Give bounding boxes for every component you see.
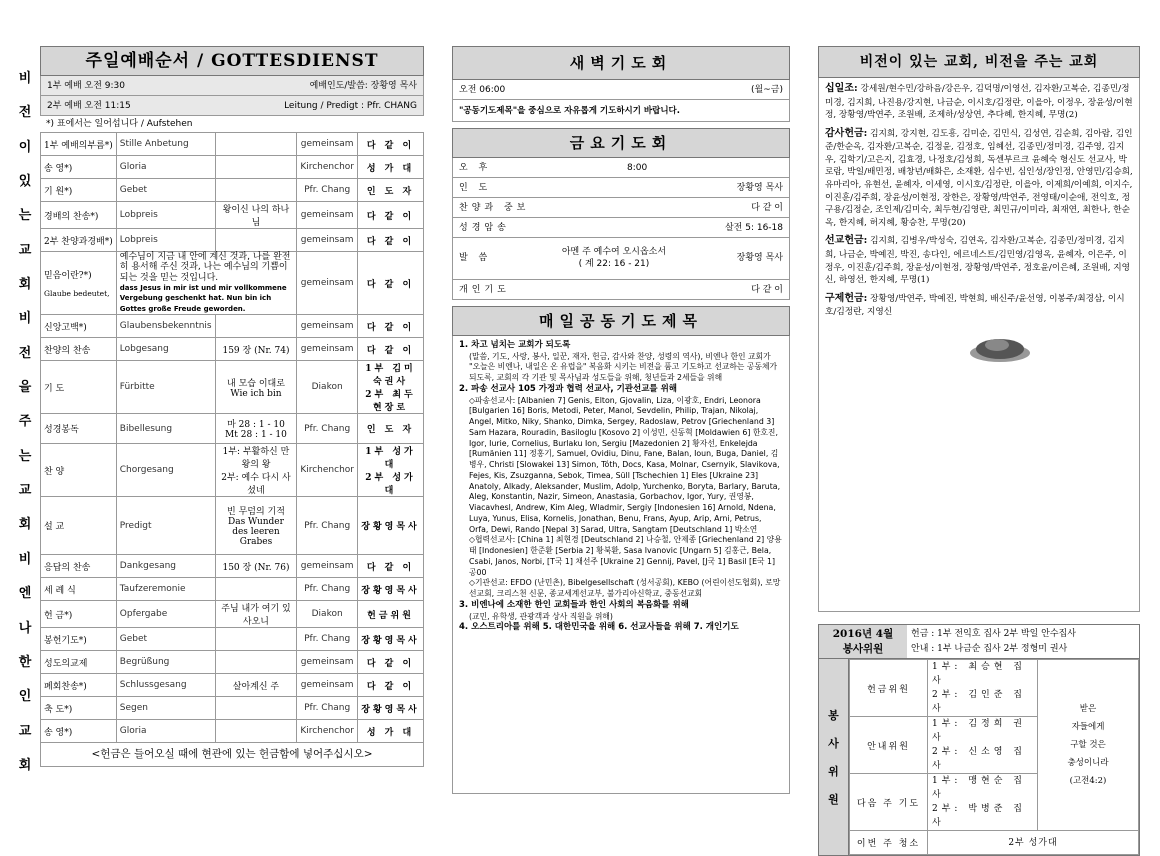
order-item-leader: 인 도 자 bbox=[358, 179, 424, 202]
order-item-ko: 폐회찬송*) bbox=[41, 674, 117, 697]
order-item-de: Lobpreis bbox=[116, 229, 215, 252]
time2-label: 2부 예배 오전 11:15 bbox=[47, 101, 131, 111]
order-item-role: Pfr. Chang bbox=[297, 497, 358, 555]
order-row bbox=[41, 578, 424, 601]
creed-text-ko: 예수님이 지금 내 안에 계신 것과, 나를 완전히 용서해 주신 것과, 나는 예수님의 기쁨이 되는 것을 믿는 것입니다. bbox=[119, 252, 291, 283]
banner-char: 을 bbox=[18, 380, 32, 396]
offering-group bbox=[825, 127, 1133, 230]
order-row bbox=[41, 651, 424, 674]
friday-prayer-rows bbox=[452, 158, 790, 300]
banner-char: 엔 bbox=[18, 586, 32, 602]
worship-order-title: 주일예배순서 / GOTTESDIENST bbox=[40, 46, 424, 76]
duty-row bbox=[850, 660, 1139, 717]
dawn-days: (월~금) bbox=[751, 85, 783, 95]
order-item-role: Pfr. Chang bbox=[297, 578, 358, 601]
friday-row-detail bbox=[510, 280, 751, 299]
order-item-leader: 헌금위원 bbox=[358, 601, 424, 628]
order-row bbox=[41, 720, 424, 743]
order-row bbox=[41, 156, 424, 179]
creed-label-de: Glaube bedeutet, bbox=[44, 289, 110, 299]
duty-label: 다음 주 기도 bbox=[850, 774, 928, 831]
prayer-item-heading: 2. 파송 선교사 105 가정과 협력 선교사, 기관선교를 위해 bbox=[459, 383, 678, 394]
order-item-ko: 응답의 찬송 bbox=[41, 555, 117, 578]
volunteer-duty-table bbox=[819, 659, 1139, 855]
order-item-de: Begrüßung bbox=[116, 651, 215, 674]
order-item-leader: 다 같 이 bbox=[358, 133, 424, 156]
order-item-detail: 살아계신 주 bbox=[215, 674, 297, 697]
time1-leader: 예배인도/발씀: 장황영 목사 bbox=[309, 81, 417, 91]
order-item-de: Chorgesang bbox=[116, 444, 215, 497]
creed-role: gemeinsam bbox=[297, 252, 358, 315]
volunteer-board-summary bbox=[907, 625, 1139, 658]
order-item-role: gemeinsam bbox=[297, 202, 358, 229]
offering-group-names: 김지희, 김병우/박성숙, 김연옥, 김자환/고복순, 김종민/정미경, 김지희, 나금순, 박예진, 박진, 송다인, 에르네스트/김민영/김영옥, 윤혜자, 이은주, 이정우, 이진훈/김주희, 장윤성/이현정, 장황영/박연주, 정호윤/이은혜, 조원배, 지영신, 하영선, 한지혜, 무명(1) bbox=[825, 236, 1131, 286]
order-item-role: Diakon bbox=[297, 361, 358, 414]
order-item-ko: 봉헌기도*) bbox=[41, 628, 117, 651]
prayer-item-heading: 3. 비엔나에 소재한 한인 교회들과 한인 사회의 복음화를 위해 bbox=[459, 599, 689, 610]
order-item-role: Kirchenchor bbox=[297, 156, 358, 179]
time1-label: 1부 예배 오전 9:30 bbox=[47, 81, 125, 91]
order-item-ko: 경배의 찬송*) bbox=[41, 202, 117, 229]
board-line2: 안내 : 1부 나금순 집사 2부 정형미 권사 bbox=[911, 644, 1068, 654]
order-row bbox=[41, 497, 424, 555]
service-time-1 bbox=[40, 76, 424, 96]
order-item-de: Gloria bbox=[116, 156, 215, 179]
friday-row-detail bbox=[529, 198, 751, 217]
friday-row bbox=[452, 178, 790, 198]
friday-row-leader: 장황영 목사 bbox=[736, 183, 783, 193]
order-item-de: Stille Anbetung bbox=[116, 133, 215, 156]
banner-char: 비 bbox=[18, 551, 32, 567]
order-item-detail bbox=[215, 315, 297, 338]
friday-row-detail: 8:00 bbox=[627, 163, 648, 173]
duty-names: 1부: 최승현 집사 2부: 김인준 집사 bbox=[928, 660, 1038, 717]
order-item-role: Diakon bbox=[297, 601, 358, 628]
order-item-role: gemeinsam bbox=[297, 674, 358, 697]
order-item-de: Predigt bbox=[116, 497, 215, 555]
order-item-de: Gebet bbox=[116, 179, 215, 202]
friday-row-detail: 아멘 주 예수여 오시옵소서 ( 계 22: 16 - 21) bbox=[561, 246, 667, 269]
order-item-ko: 2부 찬양과경배*) bbox=[41, 229, 117, 252]
creed-label-ko: 믿음이란?*) bbox=[44, 271, 92, 282]
order-item-leader: 장황영목사 bbox=[358, 578, 424, 601]
duty-label: 이번 주 청소 bbox=[850, 831, 928, 855]
banner-char: 는 bbox=[18, 208, 32, 224]
friday-row bbox=[452, 218, 790, 238]
offering-panel bbox=[818, 46, 1140, 856]
stand-note: *) 표에서는 일어섭니다 / Aufstehen bbox=[46, 119, 193, 129]
order-row bbox=[41, 697, 424, 720]
order-item-detail: 마 28 : 1 - 10 Mt 28 : 1 - 10 bbox=[215, 414, 297, 444]
banner-char: 는 bbox=[18, 448, 32, 464]
duty-names: 2부 성가대 bbox=[928, 831, 1139, 855]
offering-group-label: 선교헌금: bbox=[825, 235, 868, 247]
offering-group-names: 장황영/박연주, 박예진, 박현희, 배신주/윤선영, 이봉주/최경삼, 이시호/김정란, 지영신 bbox=[825, 293, 1125, 318]
offering-list bbox=[818, 78, 1140, 612]
dawn-prayer-note: "공동기도제목"을 중심으로 자유롭게 기도하시기 바랍니다. bbox=[452, 100, 790, 122]
order-item-role: gemeinsam bbox=[297, 651, 358, 674]
daily-prayer-list bbox=[452, 336, 790, 794]
order-item-role: Pfr. Chang bbox=[297, 179, 358, 202]
order-item-detail: 150 장 (Nr. 76) bbox=[215, 555, 297, 578]
dawn-prayer-time bbox=[452, 80, 790, 100]
banner-char: 비 bbox=[18, 311, 32, 327]
offering-group-names: 강세원/현수민/강하음/강은우, 김덕명/이영선, 김자환/고복순, 김종민/정미경, 김지희, 나진용/강지현, 나금순, 이시호/김정란, 이을아, 이정우, 장윤성/이현정, 장황영/박연주, 조원배, 조제하/성상연, 추다혜, 한지혜, 무명(2) bbox=[825, 84, 1133, 121]
banner-char: 회 bbox=[18, 277, 32, 293]
dawn-time: 오전 06:00 bbox=[459, 85, 506, 95]
creed-text bbox=[116, 252, 297, 315]
order-item-detail: 빈 무덤의 기적 Das Wunder des leeren Grabes bbox=[215, 497, 297, 555]
offering-group bbox=[825, 82, 1133, 122]
order-row bbox=[41, 179, 424, 202]
worship-order-panel bbox=[40, 46, 424, 767]
friday-row-label: 오 후 bbox=[459, 163, 492, 173]
banner-char: 회 bbox=[18, 517, 32, 533]
order-item-leader: 다 같 이 bbox=[358, 202, 424, 229]
order-item-detail: 주님 내가 여기 있사오니 bbox=[215, 601, 297, 628]
banner-char: 인 bbox=[18, 689, 32, 705]
order-row-prayer bbox=[41, 361, 424, 414]
order-item-ko: 찬양의 찬송 bbox=[41, 338, 117, 361]
prayer-item-heading: 1. 차고 넘치는 교회가 되도록 bbox=[459, 340, 571, 350]
order-row bbox=[41, 133, 424, 156]
time2-leader: Leitung / Predigt : Pfr. CHANG bbox=[284, 101, 417, 111]
duty-verse: 받은 자들에게 구할 것은 충성이니라 (고전4:2) bbox=[1038, 660, 1139, 831]
friday-row bbox=[452, 280, 790, 300]
duty-label: 안내위원 bbox=[850, 717, 928, 774]
friday-row-label: 찬양과 중보 bbox=[459, 203, 530, 213]
order-item-detail bbox=[215, 697, 297, 720]
order-item-leader: 장황영목사 bbox=[358, 497, 424, 555]
order-item-ko: 성도의교제 bbox=[41, 651, 117, 674]
order-row bbox=[41, 315, 424, 338]
order-row bbox=[41, 601, 424, 628]
order-item-role: gemeinsam bbox=[297, 338, 358, 361]
duty-side-label bbox=[819, 659, 849, 855]
offering-group-label: 구제헌금: bbox=[825, 292, 868, 304]
order-item-role: Kirchenchor bbox=[297, 720, 358, 743]
friday-row-label: 성경암송 bbox=[459, 223, 510, 233]
order-item-leader: 다 같 이 bbox=[358, 674, 424, 697]
order-item-ko: 세 례 식 bbox=[41, 578, 117, 601]
banner-char: 비 bbox=[18, 71, 32, 86]
order-row bbox=[41, 414, 424, 444]
order-item-de: Gloria bbox=[116, 720, 215, 743]
banner-char: 있 bbox=[18, 174, 32, 190]
order-item-ko: 송 영*) bbox=[41, 156, 117, 179]
order-item-de: Opfergabe bbox=[116, 601, 215, 628]
order-item-leader: 다 같 이 bbox=[358, 229, 424, 252]
order-item-ko: 기 도 bbox=[41, 361, 117, 414]
order-item-ko: 기 원*) bbox=[41, 179, 117, 202]
order-item-de: Segen bbox=[116, 697, 215, 720]
friday-row-leader: 살전 5: 16-18 bbox=[724, 223, 783, 233]
order-item-detail bbox=[215, 156, 297, 179]
creed-text-de: dass Jesus in mir ist und mir vollkommene Vergebung geschenkt hat. Nun bin ich Gottes große Freude geworden. bbox=[119, 284, 287, 313]
banner-char: 한 bbox=[18, 654, 32, 670]
order-row bbox=[41, 628, 424, 651]
banner-char: 주 bbox=[18, 414, 32, 430]
order-row bbox=[41, 674, 424, 697]
bread-illustration bbox=[965, 325, 1035, 365]
prayer-item-text: (말씀, 기도, 사랑, 봉사, 일꾼, 재자, 헌금, 감사와 찬양, 성령의 역사), 비엔나 한인 교회가 "오늘은 비엔나, 내일은 온 유럽을" 복음화 시키는 비전을 품고 기도하고 선교하는 공동체가 되도록, 교회의 각 기관 및 목사님과 성도들을 위해, 청년들과 2세들을 위해 bbox=[469, 351, 778, 383]
offering-group-label: 감사헌금: bbox=[825, 127, 868, 139]
order-item-ko: 1부 예배의부름*) bbox=[41, 133, 117, 156]
order-item-ko: 축 도*) bbox=[41, 697, 117, 720]
friday-row-label: 인 도 bbox=[459, 183, 492, 193]
order-item-detail bbox=[215, 628, 297, 651]
duty-side-char: 봉 bbox=[828, 709, 839, 722]
order-item-de: Lobpreis bbox=[116, 202, 215, 229]
offering-group-names: 김지희, 강지현, 김도흥, 김미순, 김민식, 김성연, 김순희, 김아람, 김인준/한순옥, 김자환/고복순, 김정윤, 김정호, 임혜선, 김종민/정미경, 김주영, 김지우, 김학기/고은지, 김효경, 나정호/김성희, 독센부르크 윤혜숙 형신도 선교사, 박로람, 박일/배민정, 배창년/배화은, 소재환, 심수빈, 심인성/장인정, 안영민/김승희, 유마리아, 유현선, 윤혜자, 이세영, 이시호/김정란, 이을아, 이제희/이예희, 이지수, 이진훈/김주희, 장윤성/이현정, 장한은, 장황영/박연주, 전영태/이순애, 전익호, 정구용/김정순, 조인제/김미숙, 최두현/김영란, 최민규/이미라, 최재연, 최한나, 한순옥, 한지혜, 허지혜, 황승찬, 무명(20) bbox=[825, 128, 1133, 228]
order-item-ko: 설 교 bbox=[41, 497, 117, 555]
order-item-detail bbox=[215, 133, 297, 156]
order-item-detail: 159 장 (Nr. 74) bbox=[215, 338, 297, 361]
order-item-role: gemeinsam bbox=[297, 555, 358, 578]
worship-order-table bbox=[40, 132, 424, 743]
prayer-item-text: (교민, 유학생, 관광객과 상사 직원을 위해) bbox=[469, 611, 613, 621]
friday-row-detail bbox=[510, 218, 725, 237]
order-row bbox=[41, 338, 424, 361]
order-item-de: Bibellesung bbox=[116, 414, 215, 444]
banner-char: 전 bbox=[18, 105, 32, 121]
order-item-leader: 1부 김미숙권사 2부 최두현장로 bbox=[358, 361, 424, 414]
order-item-detail bbox=[215, 229, 297, 252]
order-item-ko: 헌 금*) bbox=[41, 601, 117, 628]
order-item-leader: 다 같 이 bbox=[358, 338, 424, 361]
order-item-detail: 왕이신 나의 하나님 bbox=[215, 202, 297, 229]
creed-label bbox=[41, 252, 117, 315]
order-item-de: Dankgesang bbox=[116, 555, 215, 578]
order-item-leader: 장황영목사 bbox=[358, 697, 424, 720]
order-item-leader: 성 가 대 bbox=[358, 720, 424, 743]
duty-row bbox=[850, 831, 1139, 855]
banner-char: 회 bbox=[18, 757, 32, 773]
friday-row-label: 개인기도 bbox=[459, 285, 510, 295]
banner-char: 교 bbox=[18, 242, 32, 258]
duty-names: 1부: 김정희 권사 2부: 신소영 집사 bbox=[928, 717, 1038, 774]
order-item-ko: 송 영*) bbox=[41, 720, 117, 743]
prayer-item-text: ◇파송선교사: [Albanien 7] Genis, Elton, Gjovalin, Liza, 이광호, Endri, Leonora [Bulgarien 16] Boris, Metodi, Peter, Manol, Sevdelin, Philip, Trajan, Nikolaj, Angel, Mitko, Niky, Shanko, Dimka, Sergey, Radoslaw, Petrov [Griechenland 3] Sam Hazara, Rouradin, Basiloglu [Kosovo 2] 이성민, 신동혁 [Moldawien 6] 한호진, Igor, Iurie, Cornelius, Burlaku Ion, Sergiu [Mazedonien 2] 황자선, Enkelejda [Rumänien 11] 정홍기, Samuel, Ovidiu, Dinu, Fane, Balan, Ioun, Buga, Daniel, 김병우, Christi [Slowakei 13] Simon, Tóth, Docs, Kasa, Molnar, Csernyik, Slavikova, Fejes, Kis, Zsuzganna, Sebok, Timea, Süll [Tschechien 1] Eles [Ukraine 23] Anatoly, Alkady, Aleksander, Muslim, Adolp, Yurchenko, Boryta, Barlary, Baruta, Aleg, Konstantin, Nazir, Simeon, Anastasia, Gorbachov, Igor, Yury, 권영봉, Viacavhesl, Andrew, Kim Aleg, Wladmir, Sergiy [Indonesien 16] Arnold, Ndena, Luya, Yunus, Elisa, Kornelis, Jonathan, Benu, Frans, Ayup, Arip, Arni, Petrus, Orfa, Dewi, Rando [Nepal 3] Sarad, Ultra, Sangtam [Deutschland 1] 박소연 bbox=[469, 395, 781, 534]
banner-char: 교 bbox=[18, 723, 32, 739]
order-item-de: Gebet bbox=[116, 628, 215, 651]
friday-row bbox=[452, 198, 790, 218]
order-item-detail bbox=[215, 578, 297, 601]
order-item-leader: 1부 성가대 2부 성가대 bbox=[358, 444, 424, 497]
order-row bbox=[41, 555, 424, 578]
duty-side-char: 사 bbox=[828, 737, 839, 750]
order-item-de: Taufzeremonie bbox=[116, 578, 215, 601]
vertical-banner bbox=[14, 72, 36, 772]
order-item-leader: 장황영목사 bbox=[358, 628, 424, 651]
duty-side-char: 위 bbox=[828, 765, 839, 778]
offering-group bbox=[825, 292, 1133, 319]
order-item-role: Kirchenchor bbox=[297, 444, 358, 497]
friday-row bbox=[452, 238, 790, 280]
order-item-detail: 1부: 부활하신 만왕의 왕 2부: 예수 다시 사셨네 bbox=[215, 444, 297, 497]
prayer-panel bbox=[452, 46, 790, 794]
friday-row-label: 발 씀 bbox=[459, 252, 492, 263]
duty-names: 1부: 맹현순 집사 2부: 박병준 집사 bbox=[928, 774, 1038, 831]
service-time-2 bbox=[40, 96, 424, 116]
prayer-item-text: ◇협력선교사: [China 1] 최현경 [Deutschland 2] 나승철, 안제종 [Griechenland 2] 양용태 [Indonesien] 한준환 [Serbia 2] 황북환, Sasa Ivanovic [Ungarn 5] 김홍근, Bela, Csabi, Janos, Norbi, [T국 1] 채선주 [Ukraine 2] Gennij, Pavel, [J국 1] Basil [E국 1] 공00 bbox=[469, 535, 782, 577]
order-row bbox=[41, 229, 424, 252]
order-item-leader: 인 도 자 bbox=[358, 414, 424, 444]
dawn-prayer-title: 새벽기도회 bbox=[452, 46, 790, 80]
order-item-ko: 찬 양 bbox=[41, 444, 117, 497]
banner-char: 나 bbox=[18, 620, 32, 636]
order-item-detail bbox=[215, 651, 297, 674]
creed-row bbox=[41, 252, 424, 315]
offering-title: 비전이 있는 교회, 비전을 주는 교회 bbox=[818, 46, 1140, 78]
friday-row-leader: 다 같 이 bbox=[751, 203, 783, 213]
order-item-role: Pfr. Chang bbox=[297, 697, 358, 720]
order-item-leader: 다 같 이 bbox=[358, 651, 424, 674]
order-item-de: Lobgesang bbox=[116, 338, 215, 361]
order-item-de: Schlussgesang bbox=[116, 674, 215, 697]
order-item-detail bbox=[215, 720, 297, 743]
order-item-leader: 성 가 대 bbox=[358, 156, 424, 179]
order-row bbox=[41, 444, 424, 497]
order-item-ko: 신앙고백*) bbox=[41, 315, 117, 338]
banner-char: 이 bbox=[18, 139, 32, 155]
friday-row-detail bbox=[491, 178, 736, 197]
friday-prayer-title: 금요기도회 bbox=[452, 128, 790, 158]
prayer-item-text: ◇기관선교: EFDO (난민촌), Bibelgesellschaft (성서공회), KEBO (어린이선도협회), 로망선교회, 크리스천 신문, 종교세계선교부, 불가리아신학교, 중동선교회 bbox=[469, 578, 781, 599]
order-row bbox=[41, 202, 424, 229]
order-item-leader: 다 같 이 bbox=[358, 555, 424, 578]
order-item-role: Pfr. Chang bbox=[297, 414, 358, 444]
order-item-de: Glaubensbekenntnis bbox=[116, 315, 215, 338]
order-item-role: gemeinsam bbox=[297, 315, 358, 338]
duty-side-char: 원 bbox=[828, 793, 839, 806]
banner-char: 전 bbox=[18, 345, 32, 361]
order-item-ko: 성경봉독 bbox=[41, 414, 117, 444]
daily-prayer-title: 매일공동기도제목 bbox=[452, 306, 790, 336]
prayer-item-heading: 4. 오스트리아를 위해 5. 대한민국을 위해 6. 선교사들을 위해 7. 개인기도 bbox=[459, 622, 739, 633]
banner-char: 교 bbox=[18, 483, 32, 499]
offering-group-label: 십일조: bbox=[825, 83, 858, 94]
offering-group bbox=[825, 234, 1133, 286]
creed-leader: 다 같 이 bbox=[358, 252, 424, 315]
friday-row-leader: 장황영 목사 bbox=[736, 252, 783, 263]
offering-footer-note: <헌금은 들어오실 때에 현관에 있는 헌금함에 넣어주십시오> bbox=[40, 743, 424, 767]
order-item-leader: 다 같 이 bbox=[358, 315, 424, 338]
order-item-role: Pfr. Chang bbox=[297, 628, 358, 651]
board-line1: 헌금 : 1부 전익호 집사 2부 박일 안수집사 bbox=[911, 629, 1076, 639]
volunteer-board bbox=[818, 624, 1140, 856]
duty-label: 헌금위원 bbox=[850, 660, 928, 717]
volunteer-board-title: 2016년 4월 봉사위원 bbox=[819, 625, 907, 658]
order-item-role: gemeinsam bbox=[297, 229, 358, 252]
friday-row bbox=[452, 158, 790, 178]
order-item-role: gemeinsam bbox=[297, 133, 358, 156]
volunteer-board-header bbox=[819, 625, 1139, 659]
order-item-detail bbox=[215, 179, 297, 202]
order-item-detail: 내 모습 이대로 Wie ich bin bbox=[215, 361, 297, 414]
order-item-de: Fürbitte bbox=[116, 361, 215, 414]
friday-row-leader: 다 같 이 bbox=[751, 285, 783, 295]
